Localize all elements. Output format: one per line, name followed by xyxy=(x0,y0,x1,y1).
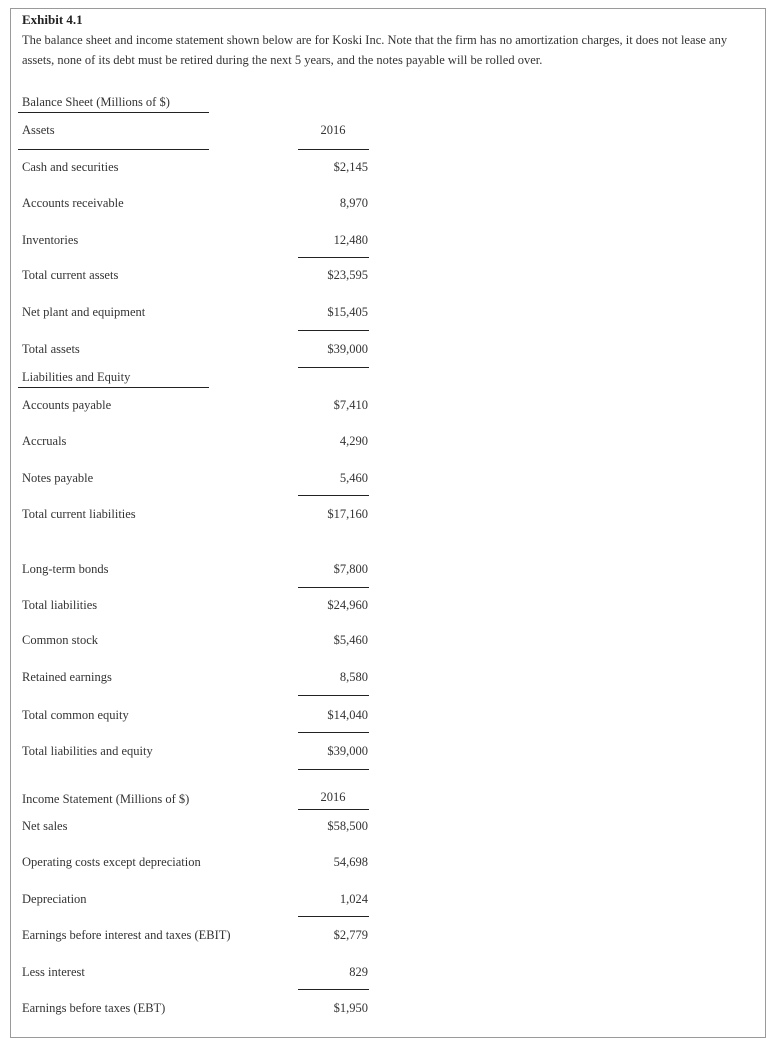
header-rule xyxy=(298,149,369,150)
income-statement-title: Income Statement (Millions of $) xyxy=(22,792,190,806)
balance-sheet-year: 2016 xyxy=(320,123,346,137)
row-label: Net sales xyxy=(22,819,68,833)
row-value: 54,698 xyxy=(333,855,368,869)
row-label: Earnings before interest and taxes (EBIT) xyxy=(22,928,231,942)
row-value: 5,460 xyxy=(339,471,368,485)
row-label: Operating costs except depreciation xyxy=(22,855,201,869)
row-label: Total common equity xyxy=(22,708,129,722)
row-value: $1,950 xyxy=(333,1001,368,1015)
row-value: 12,480 xyxy=(333,233,368,247)
row-label: Total liabilities xyxy=(22,598,98,612)
header-rule xyxy=(18,112,209,113)
subtotal-rule xyxy=(298,330,369,331)
row-value: 1,024 xyxy=(339,892,368,906)
row-label: Notes payable xyxy=(22,471,94,485)
subtotal-rule xyxy=(298,587,369,588)
row-value: $14,040 xyxy=(327,708,368,722)
header-rule xyxy=(18,149,209,150)
row-label: Total current assets xyxy=(22,268,119,282)
row-value: 4,290 xyxy=(339,434,368,448)
row-label: Accounts payable xyxy=(22,398,112,412)
row-label: Retained earnings xyxy=(22,670,112,684)
row-value: $39,000 xyxy=(327,342,368,356)
assets-header: Assets xyxy=(22,123,55,137)
row-value: $17,160 xyxy=(327,507,368,521)
total-rule xyxy=(298,367,369,368)
row-value: $58,500 xyxy=(327,819,368,833)
row-value: $7,410 xyxy=(333,398,368,412)
row-value: 8,580 xyxy=(339,670,368,684)
row-label: Total liabilities and equity xyxy=(22,744,153,758)
total-rule xyxy=(298,769,369,770)
row-label: Depreciation xyxy=(22,892,87,906)
row-value: $7,800 xyxy=(333,562,368,576)
row-label: Net plant and equipment xyxy=(22,305,146,319)
income-statement-year: 2016 xyxy=(320,790,346,804)
subtotal-rule xyxy=(298,257,369,258)
row-label: Common stock xyxy=(22,633,99,647)
row-label: Total current liabilities xyxy=(22,507,136,521)
row-label: Earnings before taxes (EBT) xyxy=(22,1001,166,1015)
row-value: $2,145 xyxy=(333,160,368,174)
subtotal-rule xyxy=(298,989,369,990)
header-rule xyxy=(18,387,209,388)
exhibit-description: The balance sheet and income statement shown below are for Koski Inc. Note that the firm has no amortization charges, it does not lease any assets, none of its debt must be retired during the next 5 years, and the notes payable will be rolled over. xyxy=(22,33,728,67)
header-rule xyxy=(298,809,369,810)
row-label: Accounts receivable xyxy=(22,196,124,210)
row-value: $5,460 xyxy=(333,633,368,647)
row-value: $39,000 xyxy=(327,744,368,758)
row-label: Long-term bonds xyxy=(22,562,109,576)
row-value: $2,779 xyxy=(333,928,368,942)
row-label: Total assets xyxy=(22,342,80,356)
subtotal-rule xyxy=(298,732,369,733)
row-value: $15,405 xyxy=(327,305,368,319)
exhibit-title: Exhibit 4.1 xyxy=(22,12,83,27)
exhibit-frame xyxy=(10,8,766,1038)
row-value: $23,595 xyxy=(327,268,368,282)
row-label: Accruals xyxy=(22,434,67,448)
subtotal-rule xyxy=(298,695,369,696)
row-label: Less interest xyxy=(22,965,85,979)
liabilities-header: Liabilities and Equity xyxy=(22,370,131,384)
subtotal-rule xyxy=(298,495,369,496)
row-value: 829 xyxy=(349,965,368,979)
row-label: Inventories xyxy=(22,233,79,247)
row-value: $24,960 xyxy=(327,598,368,612)
balance-sheet-title: Balance Sheet (Millions of $) xyxy=(22,95,170,109)
subtotal-rule xyxy=(298,916,369,917)
row-value: 8,970 xyxy=(339,196,368,210)
row-label: Cash and securities xyxy=(22,160,119,174)
